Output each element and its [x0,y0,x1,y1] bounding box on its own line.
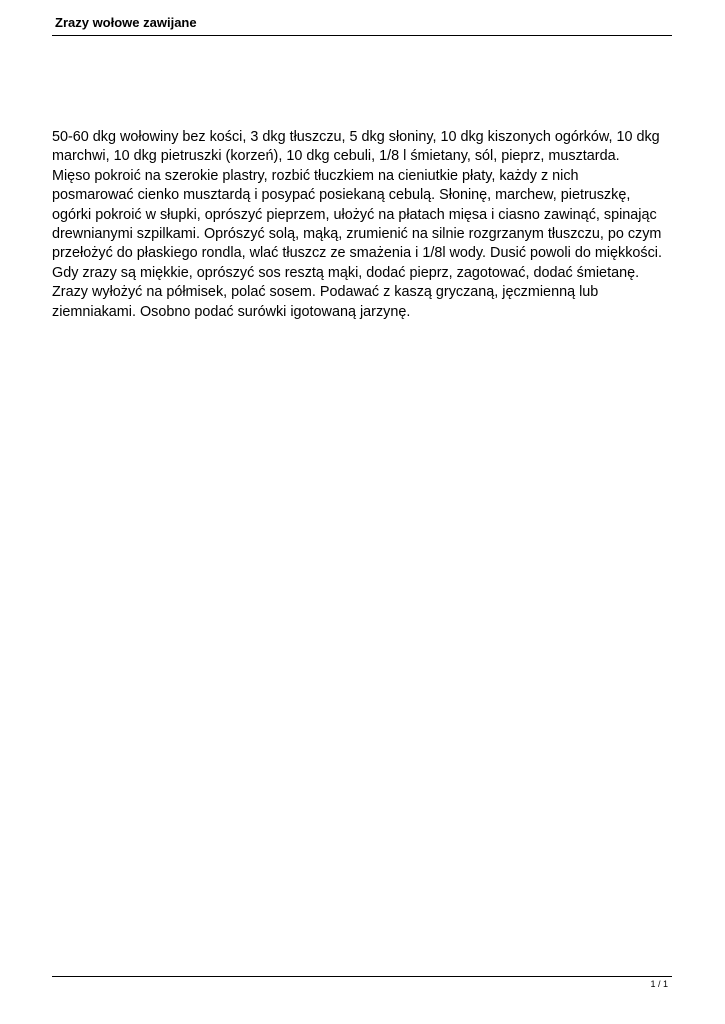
recipe-text-line: marchwi, 10 dkg pietruszki (korzeń), 10 dkg cebuli, 1/8 l śmietany, sól, pieprz, musztarda. [52,148,620,165]
recipe-text-line: ogórki pokroić w słupki, oprószyć pieprzem, ułożyć na płatach mięsa i ciasno zawinąć, spinając [52,206,657,223]
recipe-text-line: przełożyć do płaskiego rondla, wlać tłuszcz ze smażenia i 1/8l wody. Dusić powoli do miękkości. [52,245,662,262]
page-number: 1 / 1 [650,979,668,989]
recipe-text [52,128,674,322]
recipe-text-line: posmarować cienko musztardą i posypać posiekaną cebulą. Słoninę, marchew, pietruszkę, [52,187,631,204]
recipe-text-line: ziemniakami. Osobno podać surówki igotowaną jarzynę. [52,303,411,320]
recipe-text-line: Mięso pokroić na szerokie plastry, rozbić tłuczkiem na cieniutkie płaty, każdy z nich [52,167,579,184]
recipe-text-line: 50-60 dkg wołowiny bez kości, 3 dkg tłuszczu, 5 dkg słoniny, 10 dkg kiszonych ogórków, 10 dkg [52,129,660,145]
footer-divider [52,976,672,977]
document-title: Zrazy wołowe zawijane [55,15,197,30]
recipe-text-line: Gdy zrazy są miękkie, oprószyć sos resztą mąki, dodać pieprz, zagotować, dodać śmietanę. [52,264,640,281]
header-divider [52,35,672,36]
recipe-text-line: Zrazy wyłożyć na półmisek, polać sosem. Podawać z kaszą gryczaną, jęczmienną lub [52,284,599,301]
recipe-text-line: drewnianymi szpilkami. Oprószyć solą, mąką, zrumienić na silnie rozgrzanym tłuszczu, po czym [52,226,662,243]
